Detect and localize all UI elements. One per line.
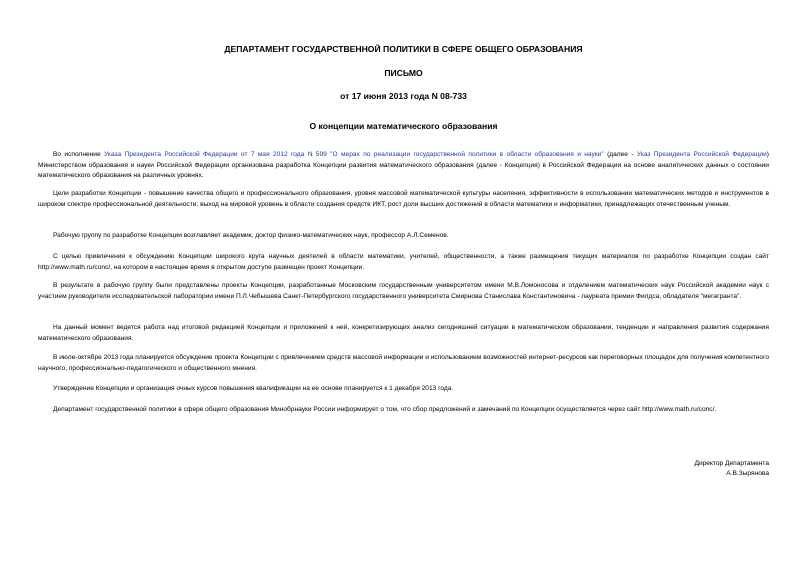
paragraph-1-prefix: Во исполнение — [53, 151, 105, 158]
paragraph-3: Рабочую группу по разработке Концепции возглавляет академик, доктор физико-математических наук, профессор А.Л.Семенов. — [53, 232, 449, 239]
paragraph-2: Цели разработки Концепции - повышение качества общего и профессионального образования, уровня массовой математической культуры населения, эффективности в использовании математических методов и инструментов в широком спектре профессиональной деятельности; выход на мировой уровень в области создания средств ИКТ, рост доли высших достижений в области математики и информатики, принадлежащих отечественным ученым. — [38, 190, 769, 208]
paragraph-7: В июле-октябре 2013 года планируется обсуждение проекта Концепции с привлечением средств массовой информации и использованием возможностей интернет-ресурсов как переговорных площадок для получения компетентного научного, профессионально-педагогического и общественного мнения. — [38, 354, 769, 372]
decree-short-link[interactable]: Указ Президента Российской Федерации — [636, 151, 767, 158]
paragraph-1-suffix: ) Министерством образования и науки Российской Федерации организована разработка Концепции развития математического образования (далее - Концепция) в Российской Федерации на основе аналитических данных о состоянии математического образования на различных уровнях. — [38, 151, 769, 180]
paragraph-8: Утверждение Концепции и организация очных курсов повышения квалификации на ее основе планируется к 1 декабря 2013 года. — [53, 385, 454, 392]
paragraph-5: В результате в рабочую группу были представлены проекты Концепции, разработанные Московским государственным университетом имени М.В.Ломоносова и отделением математических наук Российской академии наук с участием руководителя исследовательской лаборатории имени П.Л.Чебышева Санкт-Петербургского государственного университета Смирнова Станислава Константиновича - лауреата премии Филдса, обладателя "мегагранта". — [38, 282, 769, 300]
document-subject: О концепции математического образования — [309, 121, 498, 131]
paragraph-1-middle: (далее - — [603, 151, 637, 158]
paragraph-6: На данный момент ведется работа над итоговой редакцией Концепции и приложений к ней, конкретизирующих анализ сегодняшней ситуации в математическом образовании, тенденции и направления развития содержания математического образования. — [38, 324, 769, 342]
paragraph-1 — [38, 150, 769, 182]
paragraph-9: Департамент государственной политики в сфере общего образования Минобрнауки России информирует о том, что сбор предложений и замечаний по Концепции осуществляется через сайт http://www.math.ru/conc/. — [53, 406, 717, 413]
decree-link[interactable]: Указа Президента Российской Федерации от 7 мая 2012 года N 599 "О мерах по реализации государственной политики в области образования и науки" — [104, 151, 604, 158]
signature-name: А.В.Зырянова — [726, 470, 769, 477]
paragraph-4: С целью привлечения к обсуждению Концепции широкого круга научных деятелей в области математики, учителей, общественности, а также размещения текущих материалов по разработке Концепции создан сайт http://www.math.ru/conc/, на котором в настоящее время в открытом доступе размещен проект Концепции. — [38, 253, 769, 271]
department-heading: ДЕПАРТАМЕНТ ГОСУДАРСТВЕННОЙ ПОЛИТИКИ В СФЕРЕ ОБЩЕГО ОБРАЗОВАНИЯ — [224, 44, 583, 54]
document-type: ПИСЬМО — [384, 68, 423, 78]
document-date-number: от 17 июня 2013 года N 08-733 — [340, 91, 467, 101]
signature-title: Директор Департамента — [694, 460, 769, 467]
